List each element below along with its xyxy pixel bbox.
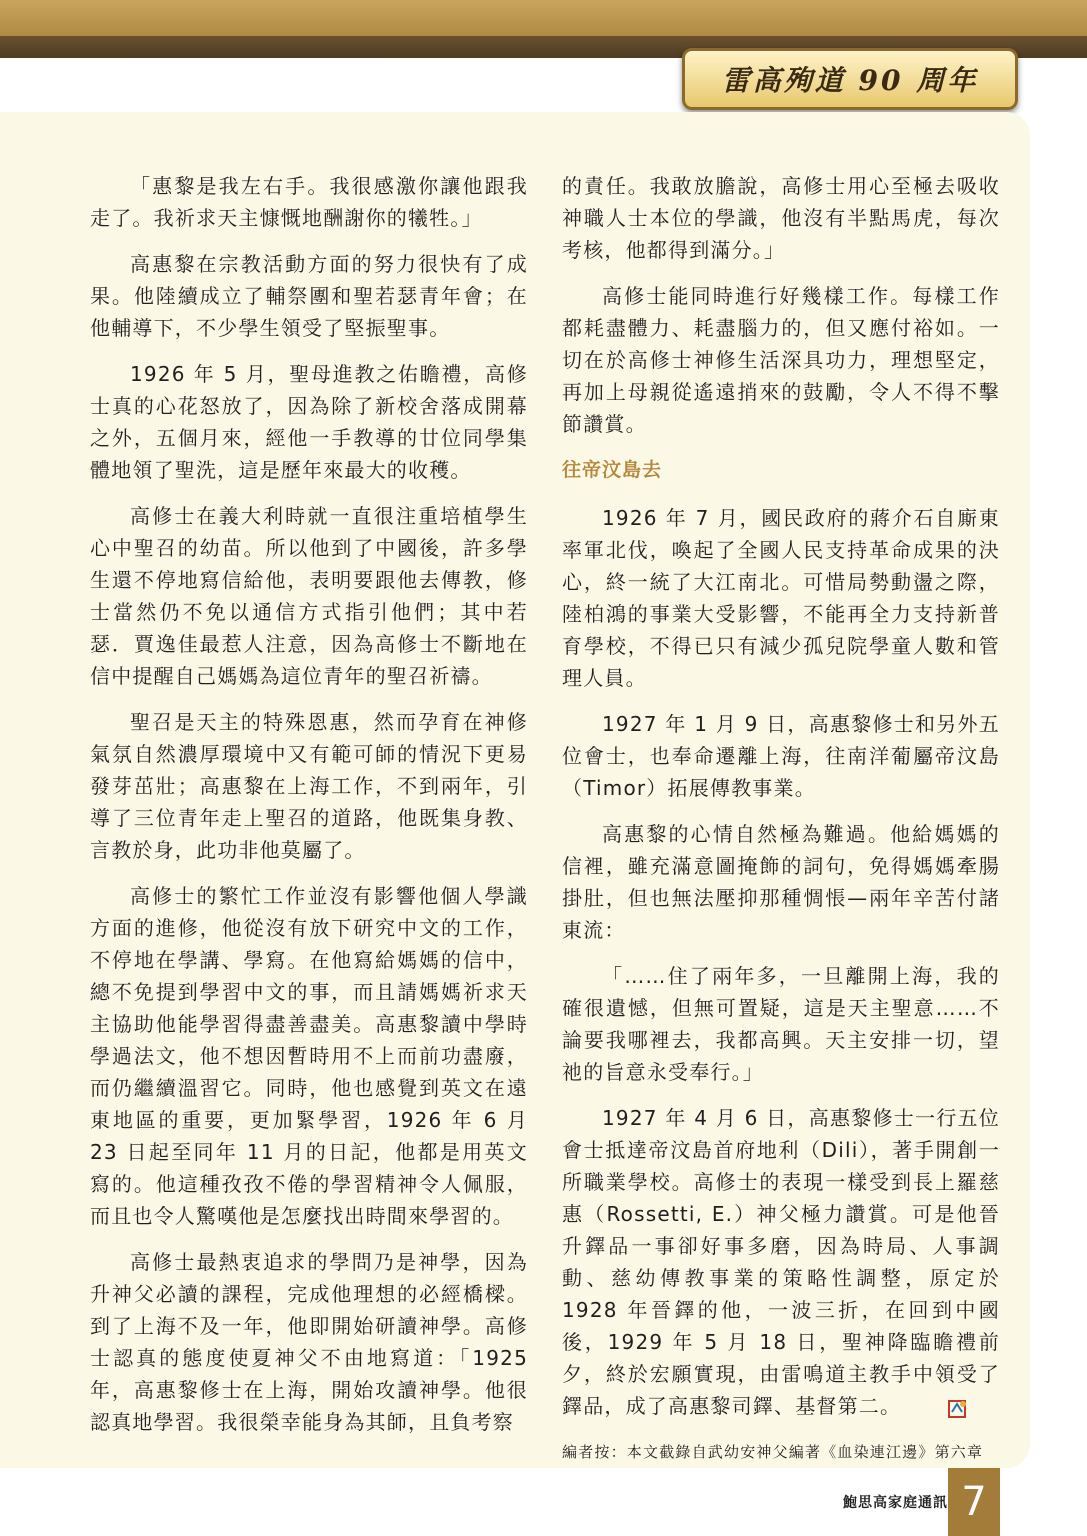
paragraph: 的責任。我敢放膽說，高修士用心至極去吸收神職人士本位的學識，他沒有半點馬虎，每次考核，他都得到滿分。」: [562, 174, 1000, 262]
anniversary-banner: [682, 48, 1018, 110]
paragraph: 「惠黎是我左右手。我很感激你讓他跟我走了。我祈求天主慷慨地酬謝你的犧牲。」: [90, 174, 528, 230]
paragraph: [562, 1102, 1000, 1422]
paragraph: 高惠黎在宗教活動方面的努力很快有了成果。他陸續成立了輔祭團和聖若瑟青年會；在他輔導下，不少學生領受了堅振聖事。: [90, 252, 528, 340]
section-heading: 往帝汶島去: [562, 459, 663, 481]
paragraph: 1926 年 5 月，聖母進教之佑瞻禮，高修士真的心花怒放了，因為除了新校舍落成開幕之外，五個月來，經他一手教導的廿位同學集體地領了聖洗，這是歷年來最大的收穫。: [90, 362, 528, 482]
page-number: 7: [961, 1479, 987, 1525]
paragraph: 高修士的繁忙工作並沒有影響他個人學識方面的進修，他從沒有放下研究中文的工作，不停地在學講、學寫。在他寫給媽媽的信中，總不免提到學習中文的事，而且請媽媽祈求天主協助他能學習得盡善盡美。高惠黎讀中學時學過法文，他不想因暫時用不上而前功盡廢，而仍繼續溫習它。同時，他也感覺到英文在遠東地區的重要，更加緊學習，1926 年 6 月 23 日起至同年 11 月的日記，他都是用英文寫的。他這種孜孜不倦的學習精神令人佩服，而且也令人驚嘆他是怎麼找出時間來學習的。: [90, 884, 528, 1228]
publication-name: 鮑思高家庭通訊: [843, 1495, 948, 1511]
banner-title: 雷高殉道 90 周年: [721, 64, 979, 97]
paragraph: 高修士在義大利時就一直很注重培植學生心中聖召的幼苗。所以他到了中國後，許多學生還不停地寫信給他，表明要跟他去傳教，修士當然仍不免以通信方式指引他們；其中若瑟．賈逸佳最惹人注意，因為高修士不斷地在信中提醒自己媽媽為這位青年的聖召祈禱。: [90, 504, 528, 688]
page-number-box: [948, 1468, 1000, 1536]
paragraph: 1927 年 1 月 9 日，高惠黎修士和另外五位會士，也奉命遷離上海，往南洋葡屬帝汶島（Timor）拓展傳教事業。: [562, 712, 1000, 800]
paragraph: 高修士能同時進行好幾樣工作。每樣工作都耗盡體力、耗盡腦力的，但又應付裕如。一切在於高修士神修生活深具功力，理想堅定，再加上母親從遙遠捎來的鼓勵，令人不得不擊節讚賞。: [562, 284, 1000, 436]
end-mark-icon: [907, 1397, 929, 1419]
quote-paragraph: 「……住了兩年多，一旦離開上海，我的確很遺憾，但無可置疑，這是天主聖意……不論要我哪裡去，我都高興。天主安排一切，望祂的旨意永受奉行。」: [562, 964, 1000, 1084]
header-band: [0, 0, 1087, 36]
paragraph: 1926 年 7 月，國民政府的蔣介石自廝東率軍北伐，喚起了全國人民支持革命成果的決心，終一統了大江南北。可惜局勢動盪之際，陸柏鴻的事業大受影響，不能再全力支持新普育學校，不得已只有減少孤兒院學童人數和管理人員。: [562, 506, 1000, 690]
left-column: [90, 170, 528, 1452]
paragraph: 聖召是天主的特殊恩惠，然而孕育在神修氣氛自然濃厚環境中又有範可師的情況下更易發芽茁壯；高惠黎在上海工作，不到兩年，引導了三位青年走上聖召的道路，他既集身教、言教於身，此功非他莫屬了。: [90, 710, 528, 862]
paragraph: 高惠黎的心情自然極為難過。他給媽媽的信裡，雖充滿意圖掩飾的詞句，免得媽媽牽腸掛肚，但也無法壓抑那種惆悵—兩年辛苦付諸東流：: [562, 822, 1000, 942]
paragraph: 高修士最熱衷追求的學問乃是神學，因為升神父必讀的課程，完成他理想的必經橋樑。到了上海不及一年，他即開始研讀神學。高修士認真的態度使夏神父不由地寫道：「1925 年，高惠黎修士在上海，開始攻讀神學。他很認真地學習。我很榮幸能身為其師，且負考察: [90, 1250, 528, 1434]
paragraph-text: 1927 年 4 月 6 日，高惠黎修士一行五位會士抵達帝汶島首府地利（Dili），著手開創一所職業學校。高修士的表現一樣受到長上羅慈惠（Rossetti, E.）神父極力讚賞。可是他晉升鐸品一事卻好事多磨，因為時局、人事調動、慈幼傳教事業的策略性調整，原定於 1928 年晉鐸的他，一波三折，在回到中國後，1929 年 5 月 18 日，聖神降臨瞻禮前夕，終於宏願實現，由雷鳴道主教手中領受了鐸品，成了高惠黎司鐸、基督第二。: [562, 1106, 1000, 1418]
editor-note: 編者按：本文截錄自武幼安神父編著《血染連江邊》第六章: [562, 1443, 984, 1461]
right-column: [562, 170, 1000, 1478]
